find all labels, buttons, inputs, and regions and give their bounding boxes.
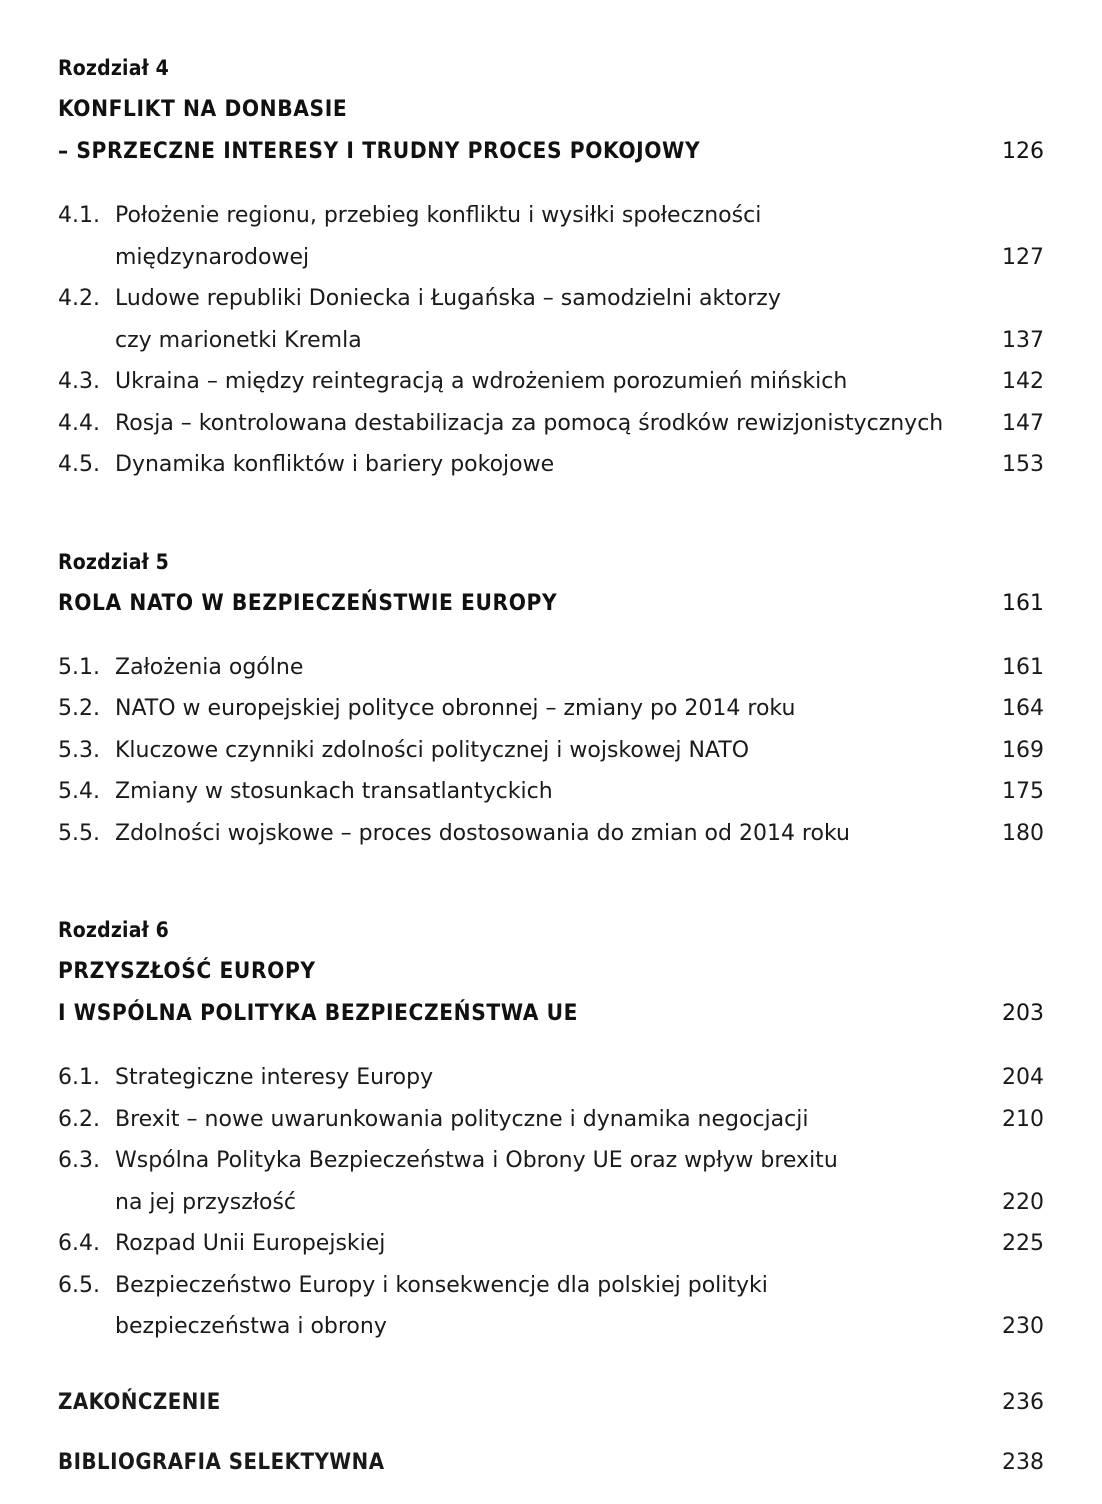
entry-page-number: 180 [1002,820,1044,846]
entry-number: 5.1. [58,654,100,680]
entry-page-number: 142 [1002,369,1044,394]
toc-entry[interactable] [58,813,1044,855]
chapter-gap [58,486,1044,542]
entry-number: 6.1. [58,1065,100,1090]
entry-title: Dynamika konfliktów i bariery pokojowe [115,452,555,477]
toc-entry[interactable] [58,361,1044,403]
chapter-label-5: Rozdział 5 [58,549,169,574]
chapter-title-line-1 [58,88,1044,130]
entry-number: 4.4. [58,410,100,436]
chapter-gap [58,854,1044,910]
toc-entry[interactable] [58,195,1044,278]
entry-page-number: 137 [1002,327,1044,353]
entry-title-line1: Wspólna Polityka Bezpieczeństwa i Obrony UE oraz wpływ brexitu [115,1148,838,1173]
toc-entry[interactable] [58,1140,1044,1223]
entry-title: Brexit – nowe uwarunkowania polityczne i dynamika negocjacji [115,1106,809,1132]
entry-number: 4.1. [58,203,100,228]
toc-entry[interactable] [58,1099,1044,1141]
toc-entry[interactable] [58,771,1044,813]
tail-gap [58,1348,1044,1382]
toc-entry[interactable] [58,647,1044,689]
entry-title-line2: na jej przyszłość [115,1189,297,1215]
chapter-page-number: 203 [1002,1001,1044,1026]
chapter-title-line-1[interactable] [58,582,1044,625]
entry-title: Rosja – kontrolowana destabilizacja za pomocą środków rewizjonistycznych [115,410,944,436]
entry-page-number: 230 [1002,1314,1044,1339]
entry-number: 4.5. [58,452,100,477]
entry-title-line1: Bezpieczeństwo Europy i konsekwencje dla polskiej polityki [115,1272,768,1298]
chapter-title-line-1 [58,950,1044,992]
chapter-page-number: 126 [1002,139,1044,164]
tail-gap-2 [58,1424,1044,1442]
entry-page-number: 220 [1002,1189,1044,1215]
entry-number: 6.4. [58,1231,100,1256]
chapter-title-text: KONFLIKT NA DONBASIE [58,96,348,122]
entry-number: 5.3. [58,737,100,763]
chapter-title-text-cont: – SPRZECZNE INTERESY I TRUDNY PROCES POKOJOWY [58,138,701,164]
entry-title [115,278,986,361]
toc-entry[interactable] [58,1223,1044,1265]
toc-entry[interactable] [58,444,1044,486]
entry-page-number: 169 [1002,737,1044,763]
entry-title: Ukraina – między reintegracją a wdrożeniem porozumień mińskich [115,369,848,394]
toc-entry[interactable] [58,278,1044,361]
entry-page-number: 161 [1002,654,1044,680]
entry-page-number: 127 [1002,244,1044,270]
tail-entry-page-number: 238 [1002,1449,1044,1475]
toc-entry[interactable] [58,1265,1044,1348]
chapter-title-line-2[interactable] [58,130,1044,173]
entry-page-number: 175 [1002,779,1044,804]
toc-entry[interactable] [58,688,1044,730]
toc-entry[interactable] [58,730,1044,772]
entry-title-line1: Położenie regionu, przebieg konfliktu i wysiłki społeczności [115,203,762,228]
entry-title [115,195,986,278]
section-list-6 [58,1057,1044,1348]
chapter-page-number: 161 [1002,590,1044,616]
chapter-label-6: Rozdział 6 [58,918,169,942]
entry-title: Założenia ogólne [115,654,304,680]
entry-title-line2: międzynarodowej [115,244,310,270]
entry-page-number: 210 [1002,1106,1044,1132]
toc-entry-zakonczenie[interactable] [58,1382,1044,1424]
entry-title-line2: bezpieczeństwa i obrony [115,1314,387,1339]
entry-title: Zdolności wojskowe – proces dostosowania do zmian od 2014 roku [115,820,850,846]
entry-number: 6.5. [58,1272,100,1298]
entry-page-number: 204 [1002,1065,1044,1090]
entry-page-number: 153 [1002,452,1044,477]
tail-entry-label: ZAKOŃCZENIE [58,1389,221,1415]
section-list-5 [58,647,1044,855]
entry-title: Strategiczne interesy Europy [115,1065,434,1090]
chapter-title-text: ROLA NATO W BEZPIECZEŃSTWIE EUROPY [58,589,558,616]
entry-number: 4.3. [58,369,100,394]
entry-title: Rozpad Unii Europejskiej [115,1231,386,1256]
chapter-block-6 [58,910,1044,1348]
chapter-title-line-2[interactable] [58,992,1044,1035]
entry-title-line2: czy marionetki Kremla [115,327,362,353]
entry-title: Kluczowe czynniki zdolności politycznej i wojskowej NATO [115,737,750,763]
entry-title [115,1140,986,1223]
chapter-title-text-cont: I WSPÓLNA POLITYKA BEZPIECZEŃSTWA UE [58,1000,579,1026]
chapter-label-4: Rozdział 4 [58,56,169,80]
entry-page-number: 147 [1002,410,1044,436]
entry-title: Zmiany w stosunkach transatlantyckich [115,779,553,804]
entry-number: 6.3. [58,1148,100,1173]
entry-title: NATO w europejskiej polityce obronnej – zmiany po 2014 roku [115,696,796,721]
toc-entry[interactable] [58,1057,1044,1099]
chapter-title-text: PRZYSZŁOŚĆ EUROPY [58,958,316,984]
entry-page-number: 164 [1002,696,1044,721]
toc-entry[interactable] [58,403,1044,445]
toc-entry-bibliografia[interactable] [58,1442,1044,1484]
tail-entry-page-number: 236 [1002,1389,1044,1415]
entry-number: 5.5. [58,820,100,846]
chapter-block-4 [58,48,1044,486]
entry-number: 6.2. [58,1106,100,1132]
tail-entry-label: BIBLIOGRAFIA SELEKTYWNA [58,1449,385,1475]
entry-title-line1: Ludowe republiki Doniecka i Ługańska – samodzielni aktorzy [115,286,781,311]
section-list-4 [58,195,1044,486]
chapter-block-5 [58,542,1044,855]
entry-number: 5.4. [58,779,100,804]
entry-number: 5.2. [58,696,100,721]
entry-title [115,1265,986,1348]
entry-page-number: 225 [1002,1231,1044,1256]
entry-number: 4.2. [58,286,100,311]
